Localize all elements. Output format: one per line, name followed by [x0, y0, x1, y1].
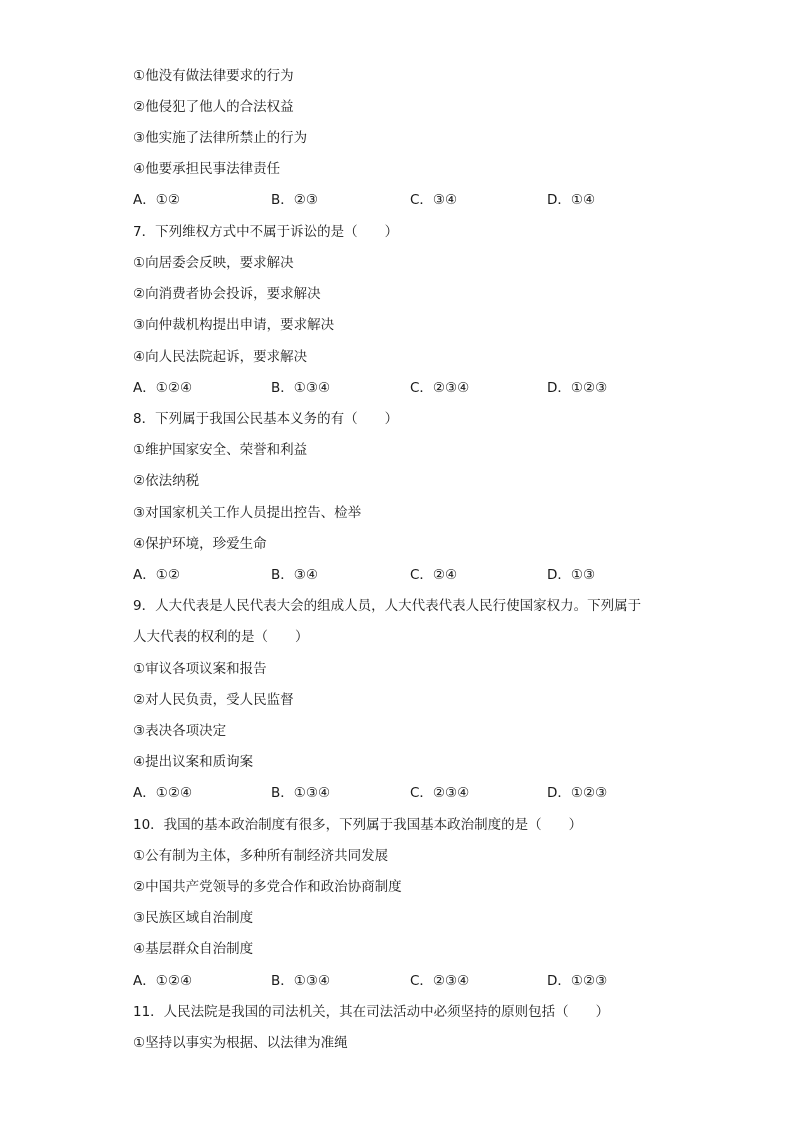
q7-option-a: A．①②④	[133, 380, 193, 396]
q9-item-2: ②对人民负责，受人民监督	[133, 692, 294, 708]
q9-item-4: ④提出议案和质询案	[133, 754, 254, 770]
q10-item-1: ①公有制为主体，多种所有制经济共同发展	[133, 848, 389, 864]
q6-option-b: B．②③	[271, 192, 318, 208]
q8-stem: 8．下列属于我国公民基本义务的有（ ）	[133, 411, 399, 427]
q8-item-3: ③对国家机关工作人员提出控告、检举	[133, 505, 362, 521]
q10-option-d: D．①②③	[547, 973, 608, 989]
q7-option-b: B．①③④	[271, 380, 331, 396]
q7-item-4: ④向人民法院起诉，要求解决	[133, 349, 308, 365]
q9-option-d: D．①②③	[547, 785, 608, 801]
q6-option-d: D．①④	[547, 192, 596, 208]
q6-option-a: A．①②	[133, 192, 180, 208]
q10-item-2: ②中国共产党领导的多党合作和政治协商制度	[133, 879, 402, 895]
q6-item-4: ④他要承担民事法律责任	[133, 161, 281, 177]
q11-stem: 11．人民法院是我国的司法机关，其在司法活动中必须坚持的原则包括（ ）	[133, 1004, 610, 1020]
q8-item-2: ②依法纳税	[133, 473, 200, 489]
q6-item-1: ①他没有做法律要求的行为	[133, 68, 294, 84]
q9-stem-line-2: 人大代表的权利的是（ ）	[133, 629, 309, 645]
q7-item-3: ③向仲裁机构提出申请，要求解决	[133, 317, 335, 333]
q8-option-b: B．③④	[271, 567, 318, 583]
q8-option-d: D．①③	[547, 567, 596, 583]
q7-option-c: C．②③④	[410, 380, 470, 396]
q8-option-a: A．①②	[133, 567, 180, 583]
q10-item-4: ④基层群众自治制度	[133, 941, 254, 957]
q9-item-1: ①审议各项议案和报告	[133, 661, 267, 677]
q9-item-3: ③表决各项决定	[133, 723, 227, 739]
q9-option-a: A．①②④	[133, 785, 193, 801]
q9-stem-line-1: 9．人大代表是人民代表大会的组成人员，人大代表代表人民行使国家权力。下列属于	[133, 598, 642, 614]
q6-item-2: ②他侵犯了他人的合法权益	[133, 99, 294, 115]
q7-stem: 7．下列维权方式中不属于诉讼的是（ ）	[133, 224, 399, 240]
q10-option-c: C．②③④	[410, 973, 470, 989]
q8-option-c: C．②④	[410, 567, 458, 583]
q6-option-c: C．③④	[410, 192, 458, 208]
q7-item-2: ②向消费者协会投诉，要求解决	[133, 286, 321, 302]
q8-item-4: ④保护环境，珍爱生命	[133, 536, 267, 552]
q10-stem: 10．我国的基本政治制度有很多，下列属于我国基本政治制度的是（ ）	[133, 817, 583, 833]
q7-item-1: ①向居委会反映，要求解决	[133, 255, 294, 271]
q9-option-b: B．①③④	[271, 785, 331, 801]
q10-option-b: B．①③④	[271, 973, 331, 989]
q10-option-a: A．①②④	[133, 973, 193, 989]
q7-option-d: D．①②③	[547, 380, 608, 396]
q6-item-3: ③他实施了法律所禁止的行为	[133, 130, 308, 146]
q11-item-1: ①坚持以事实为根据、以法律为准绳	[133, 1035, 348, 1051]
q8-item-1: ①维护国家安全、荣誉和利益	[133, 442, 308, 458]
q9-option-c: C．②③④	[410, 785, 470, 801]
q10-item-3: ③民族区域自治制度	[133, 910, 254, 926]
